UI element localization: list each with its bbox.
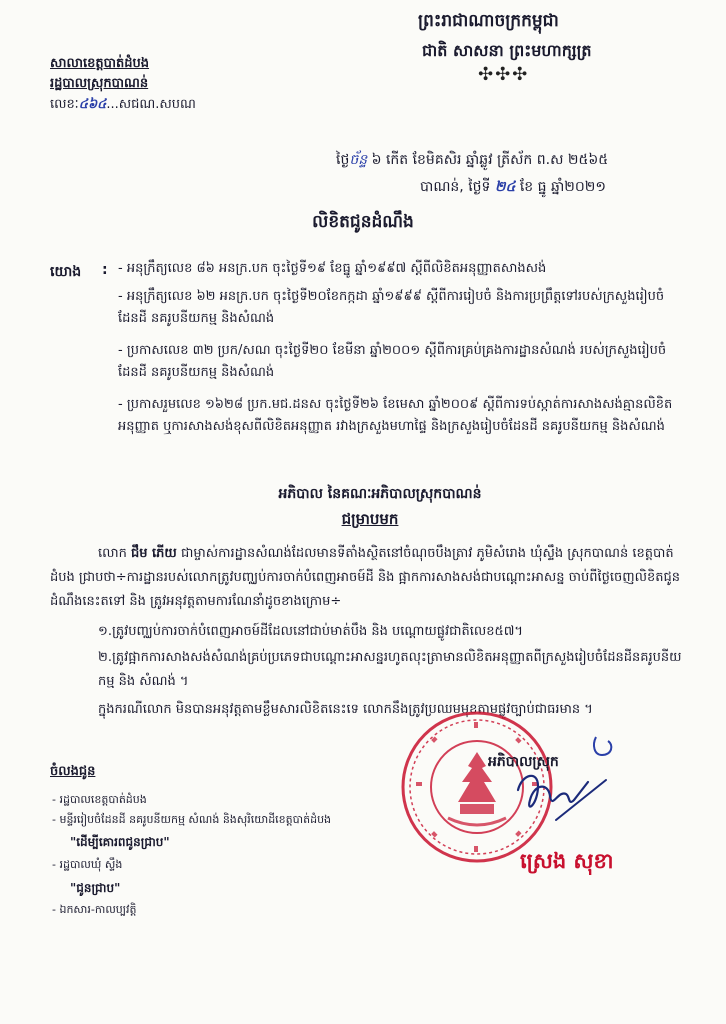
reference-item: - អនុក្រឹត្យលេខ ៦២ អនក្រ.បក ចុះថ្ងៃទី២០ខែកក្កដា ឆ្នាំ១៩៩៩ ស្តីពីការរៀបចំ និងការប្រព្រឹត្តទៅរបស់ក្រសួងរៀបចំដែនដី នគរូបនីយកម្ម និងសំណង់ [118,289,665,326]
ref-handwritten-number: ៤៦៤ [78,97,107,112]
recipients-title: ចំលងជូន [50,764,96,779]
para-prefix: លោក [98,546,132,561]
reference-number [50,96,196,115]
recipient-item: - មន្ទីររៀបចំដែនដី នគរូបនីយកម្ម សំណង់ និងសុរិយោដីខេត្តបាត់ដំបង [52,813,332,826]
recipient-item: - ឯកសារ-កាលប្បវត្តិ [52,903,137,916]
ref-prefix: លេខៈ [50,97,79,112]
references-label: យោង [50,264,82,280]
decision-heading: ជម្រាបមក [341,510,399,528]
instruction-item-2: ២.ត្រូវផ្អាកការសាងសង់សំណង់គ្រប់ប្រភេទជាបណ្ដោះអាសន្នរហូតលុះត្រាមានលិខិតអនុញ្ញាតពីក្រសួងរៀបចំដែនដីនគរូបនីយកម្ម និង សំណង់ ។ [98,650,682,689]
signer-name: ស្រេង សុខា [520,849,614,873]
reference-item: - ប្រកាសរួមលេខ ១៦២៨ ប្រក.មជ.ដនស ចុះថ្ងៃទី២៦ ខែមេសា ឆ្នាំ២០០៩ ស្តីពីការទប់ស្កាត់ការសាងសង់គ្មានលិខិតអនុញ្ញាត ឬការសាងសង់ខុសពីលិខិតអនុញ្ញាត រវាងក្រសួងមហាផ្ទៃ និងក្រសួងរៀបចំដែនដី នគរូបនីយកម្ម និងសំណង់ [118,397,673,434]
sender-district: រដ្ឋបាលស្រុកបាណន់ [50,76,149,91]
header-ornament: ✣✣✣ [478,64,530,85]
solar-prefix: បាណន់, ថ្ងៃទី [420,179,495,195]
issuing-authority: អភិបាល នៃគណៈអភិបាលស្រុកបាណន់ [278,486,482,502]
lunar-prefix: ថ្ងៃ [336,152,350,168]
signer-title: អភិបាលស្រុក [488,754,559,770]
recipient-item: - រដ្ឋបាលឃុំ ស្ទឹង [52,858,123,871]
solar-rest: ខែ ធ្នូ ឆ្នាំ២០២១ [515,179,606,195]
recipient-item: - រដ្ឋបាលខេត្តបាត់ដំបង [52,793,147,806]
instruction-item-1: ១.ត្រូវបញ្ឈប់ការចាក់បំពេញអាចម៍ដីដែលនៅជាប់មាត់បឹង និង បណ្ដោយផ្លូវជាតិលេខ៥៧។ [98,624,523,639]
references-colon: : [102,262,108,278]
recipient-note: "ដើម្បីគោរពជូនជ្រាប" [70,835,170,849]
reference-item: - ប្រកាសលេខ ៣២ ប្រក/សណ ចុះថ្ងៃទី២០ ខែមីនា ឆ្នាំ២០០១ ស្តីពីការគ្រប់គ្រងការដ្ឋានសំណង់ របស់ក្រសួងរៀបចំដែនដី នគរូបនីយកម្ម និងសំណង់ [118,343,667,380]
kingdom-title: ព្រះរាជាណាចក្រកម្ពុជា [418,11,559,31]
lunar-handwritten-day: ច័ន្ទ [349,152,368,168]
body-paragraph [50,542,680,614]
solar-handwritten-day: ២៤ [494,179,516,195]
recipient-note: "ជូនជ្រាប" [70,881,121,895]
closing-sentence: ក្នុងករណីលោក មិនបានអនុវត្តតាមខ្លឹមសារលិខិតនេះទេ លោកនឹងត្រូវប្រឈមមុខតាមផ្លូវច្បាប់ជាធរមាន ។ [98,702,593,717]
para-rest: ជាម្ចាស់ការដ្ឋានសំណង់ដែលមានទីតាំងស្ថិតនៅចំណុចបឹងត្រាវ ភូមិសំរោង ឃុំស្ទឹង ស្រុកបាណន់ ខេត្តបាត់ដំបង ជ្រាបថា÷ការដ្ឋានរបស់លោកត្រូវបញ្ឈប់ការចាក់បំពេញអាចម៍ដី និង ផ្អាកការសាងសង់ជាបណ្ដោះអាសន្ន ចាប់ពីថ្ងៃចេញលិខិតជូនដំណឹងនេះតទៅ និង ត្រូវអនុវត្តតាមការណែនាំដូចខាងក្រោម÷ [50,546,681,609]
ref-suffix: ...សជណ.សបណ [106,97,196,112]
lunar-rest: ៦ កើត ខែមិគសិរ ឆ្នាំឆ្លូវ ត្រីស័ក ព.ស ២៥៦៥ [367,152,609,168]
sender-province: សាលាខេត្តបាត់ដំបង [50,56,150,71]
handwritten-signature-icon [508,760,618,830]
person-name: ជឹម ភើយ [131,546,177,561]
lunar-date [336,150,608,171]
solar-date [420,177,606,198]
initial-mark-icon [590,733,620,759]
national-motto: ជាតិ សាសនា ព្រះមហាក្សត្រ [422,41,592,60]
document-title: លិខិតជូនដំណឹង [312,212,414,232]
reference-item: - អនុក្រឹត្យលេខ ៨៦ អនក្រ.បក ចុះថ្ងៃទី១៩ ខែធ្នូ ឆ្នាំ១៩៩៧ ស្តីពីលិខិតអនុញ្ញាតសាងសង់ [118,261,547,276]
